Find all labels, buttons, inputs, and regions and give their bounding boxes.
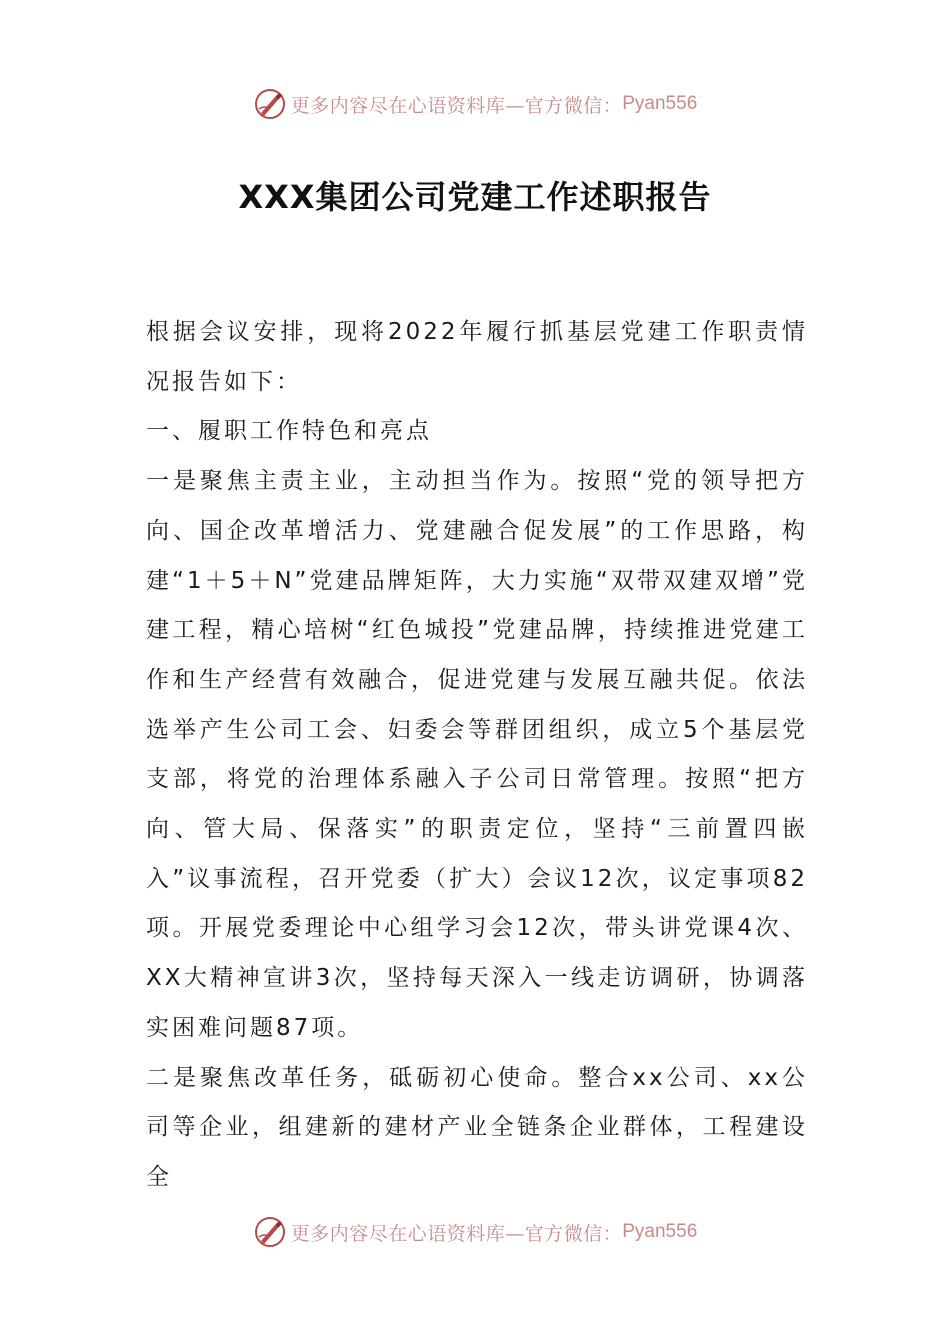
paragraph-point-1: 一是聚焦主责主业，主动担当作为。按照“党的领导把方向、国企改革增活力、党建融合促发展”的工作思路，构建“1＋5＋N”党建品牌矩阵，大力实施“双带双建双增”党建工程，精心培树“红色城投”党建品牌，持续推进党建工作和生产经营有效融合，促进党建与发展互融共促。依法选举产生公司工会、妇委会等群团组织，成立5个基层党支部，将党的治理体系融入子公司日常管理。按照“把方向、管大局、保落实”的职责定位，坚持“三前置四嵌入”议事流程，召开党委（扩大）会议12次，议定事项82项。开展党委理论中心组学习会12次，带头讲党课4次、XX大精神宣讲3次，坚持每天深入一线走访调研，协调落实困难问题87项。	[146, 468, 808, 1041]
paragraph-point-2: 二是聚焦改革任务，砥砺初心使命。整合xx公司、xx公司等企业，组建新的建材产业全链条企业群体，工程建设全	[146, 1064, 808, 1190]
wechat-id: Pyan556	[622, 93, 698, 114]
pen-logo-icon	[253, 1215, 287, 1249]
banner-text: 更多内容尽在心语资料库—官方微信：	[290, 1222, 623, 1245]
footer-banner	[0, 1212, 950, 1252]
document-title: XXX集团公司党建工作述职报告	[238, 178, 712, 216]
banner-text: 更多内容尽在心语资料库—官方微信：	[290, 94, 623, 117]
wechat-id: Pyan556	[622, 1221, 698, 1242]
section-heading-1: 一、履职工作特色和亮点	[146, 418, 432, 445]
header-banner	[0, 84, 950, 124]
pen-logo-icon	[253, 87, 287, 121]
document-body	[146, 308, 808, 1203]
paragraph-intro: 根据会议安排，现将2022年履行抓基层党建工作职责情况报告如下：	[146, 319, 808, 395]
